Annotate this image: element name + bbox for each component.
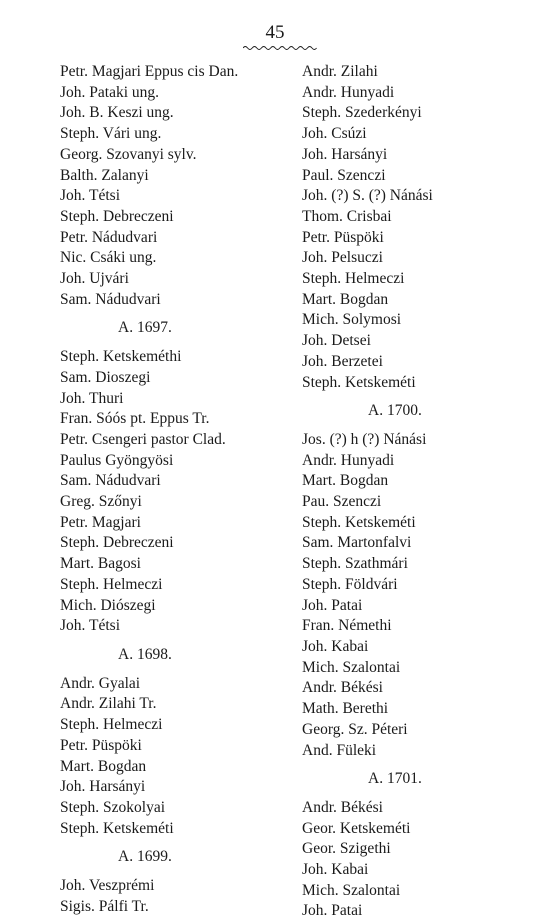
year-heading: A. 1699. — [118, 848, 172, 866]
name-entry: Petr. Csengeri pastor Clad. — [60, 430, 226, 448]
name-entry: Thom. Crisbai — [302, 207, 392, 225]
name-entry: And. Füleki — [302, 741, 377, 759]
name-entry: Steph. Szederkényi — [302, 104, 422, 122]
name-entry: Steph. Ketskeméthi — [60, 348, 182, 366]
name-entry: Joh. Tétsi — [60, 187, 120, 205]
name-entry: Geor. Ketskeméti — [302, 819, 411, 837]
name-entry: Petr. Magjari — [60, 513, 141, 531]
name-entry: Joh. B. Keszi ung. — [60, 104, 174, 122]
name-entry: Mart. Bogdan — [60, 757, 147, 775]
name-entry: Joh. Pelsuczi — [302, 249, 383, 267]
name-entry: Andr. Zilahi Tr. — [60, 695, 157, 713]
name-entry: Steph. Ketskeméti — [302, 373, 416, 391]
name-entry: Sam. Nádudvari — [60, 472, 161, 490]
name-entry: Steph. Helmeczi — [302, 270, 405, 288]
name-entry: Joh. Thuri — [60, 389, 124, 407]
name-entry: Geor. Szigethi — [302, 840, 391, 858]
wavy-rule-ornament — [243, 45, 317, 51]
name-entry: Joh. Detsei — [302, 332, 371, 350]
name-entry: Joh. Patai — [302, 902, 363, 920]
name-entry: Petr. Nádudvari — [60, 228, 158, 246]
name-entry: Joh. Pataki ung. — [60, 83, 160, 101]
name-entry: Sigis. Pálfi Tr. — [60, 897, 149, 915]
name-entry: Joh. (?) S. (?) Nánási — [302, 187, 433, 205]
name-entry: Paul. Szenczi — [302, 166, 386, 184]
name-entry: Balth. Zalanyi — [60, 166, 149, 184]
name-entry: Jos. (?) h (?) Nánási — [302, 430, 427, 448]
name-entry: Mich. Szalontai — [302, 881, 401, 899]
name-entry: Andr. Békési — [302, 798, 383, 816]
name-entry: Andr. Hunyadi — [302, 451, 395, 469]
name-entry: Joh. Tétsi — [60, 617, 120, 635]
name-entry: Steph. Vári ung. — [60, 125, 162, 143]
name-entry: Georg. Szovanyi sylv. — [60, 145, 197, 163]
name-entry: Mart. Bagosi — [60, 555, 141, 573]
name-entry: Joh. Harsányi — [302, 145, 388, 163]
name-entry: Petr. Püspöki — [60, 736, 142, 754]
name-entry: Petr. Püspöki — [302, 228, 384, 246]
name-entry: Joh. Csúzi — [302, 125, 367, 143]
page-number: 45 — [265, 22, 285, 43]
year-heading: A. 1698. — [118, 645, 172, 663]
name-entry: Steph. Helmeczi — [60, 716, 163, 734]
name-entry: Joh. Kabai — [302, 861, 369, 879]
name-entry: Sam. Dioszegi — [60, 368, 151, 386]
name-entry: Joh. Veszprémi — [60, 877, 155, 895]
name-entry: Sam. Nádudvari — [60, 290, 161, 308]
name-entry: Mart. Bogdan — [302, 472, 389, 490]
name-entry: Steph. Szathmári — [302, 555, 408, 573]
name-entry: Mich. Diószegi — [60, 596, 156, 614]
name-entry: Steph. Debreczeni — [60, 207, 174, 225]
name-entry: Steph. Szokolyai — [60, 798, 166, 816]
name-entry: Fran. Sóós pt. Eppus Tr. — [60, 410, 210, 428]
name-entry: Steph. Debreczeni — [60, 534, 174, 552]
name-entry: Paulus Gyöngyösi — [60, 451, 174, 469]
name-entry: Greg. Szőnyi — [60, 493, 142, 511]
name-entry: Joh. Patai — [302, 596, 363, 614]
name-entry: Nic. Csáki ung. — [60, 249, 157, 267]
year-heading: A. 1697. — [118, 319, 172, 337]
name-entry: Petr. Magjari Eppus cis Dan. — [60, 63, 239, 80]
name-entry: Andr. Zilahi — [302, 63, 378, 80]
name-entry: Mich. Solymosi — [302, 311, 402, 329]
name-entry: Steph. Ketskeméti — [302, 513, 416, 531]
year-heading: A. 1700. — [368, 402, 422, 420]
name-entry: Joh. Berzetei — [302, 352, 383, 370]
left-column — [60, 62, 290, 917]
name-entry: Pau. Szenczi — [302, 493, 382, 511]
name-entry: Fran. Némethi — [302, 617, 392, 635]
name-entry: Joh. Ujvári — [60, 270, 129, 288]
name-entry: Mart. Bogdan — [302, 290, 389, 308]
right-column — [302, 62, 542, 922]
name-entry: Andr. Hunyadi — [302, 83, 395, 101]
name-entry: Joh. Harsányi — [60, 778, 146, 796]
name-entry: Andr. Békési — [302, 679, 383, 697]
name-entry: Math. Berethi — [302, 700, 389, 718]
name-entry: Steph. Földvári — [302, 575, 398, 593]
name-entry: Steph. Helmeczi — [60, 575, 163, 593]
name-entry: Andr. Gyalai — [60, 674, 141, 692]
name-entry: Georg. Sz. Péteri — [302, 720, 408, 738]
name-entry: Sam. Martonfalvi — [302, 534, 412, 552]
name-entry: Mich. Szalontai — [302, 658, 401, 676]
name-entry: Steph. Ketskeméti — [60, 819, 174, 837]
name-entry: Joh. Kabai — [302, 637, 369, 655]
year-heading: A. 1701. — [368, 770, 422, 788]
